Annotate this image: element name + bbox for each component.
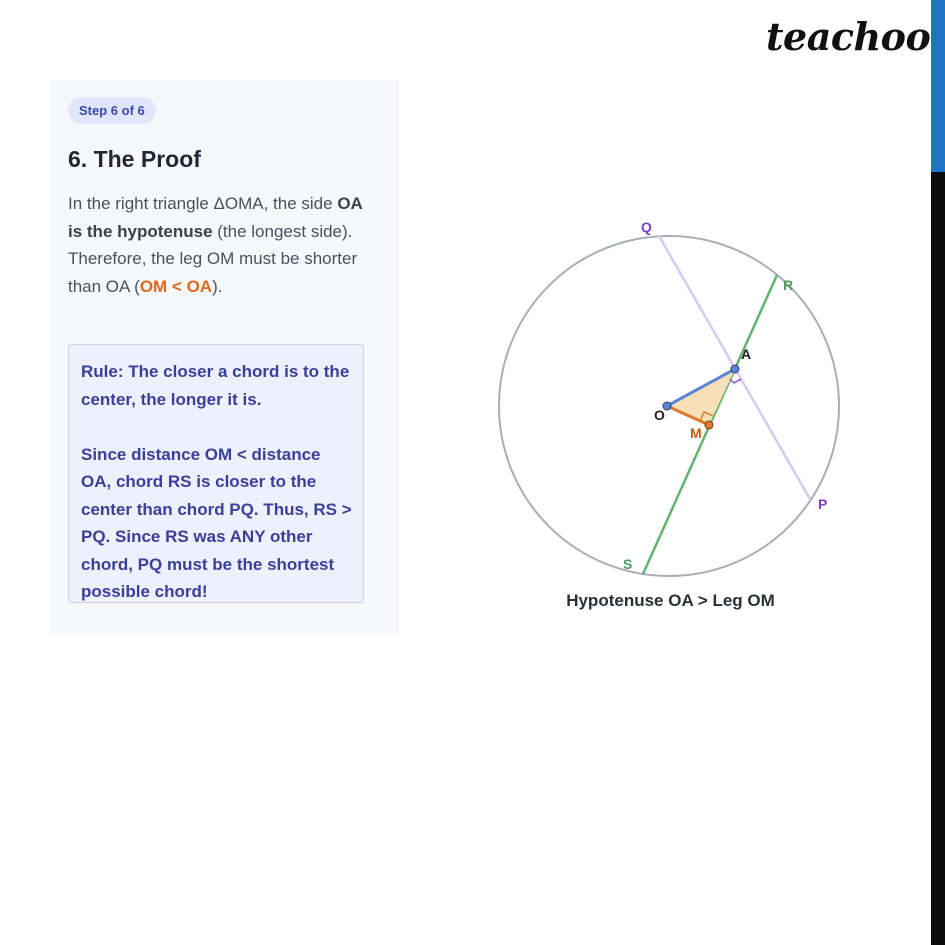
proof-panel: [49, 80, 398, 633]
right-angle-mark-a: [730, 379, 741, 383]
chord-diagram: [433, 185, 908, 635]
body-text-part1: In the right triangle ΔOMA, the side: [68, 194, 338, 213]
label-s: S: [623, 556, 633, 572]
body-text-part2: (the longest side). Therefore, the leg OM must be shorter than OA (: [68, 221, 358, 296]
label-o: O: [654, 407, 665, 423]
body-highlight-inequality: OM < OA: [139, 276, 213, 296]
scrollbar-thumb[interactable]: [931, 0, 945, 172]
label-a: A: [741, 346, 752, 362]
body-text-part3: ).: [212, 276, 223, 296]
body-bold-hypotenuse: OA is the hypotenuse: [68, 194, 363, 241]
diagram-svg: [433, 185, 908, 585]
step-badge: Step 6 of 6: [68, 97, 156, 124]
triangle-oma: [667, 369, 735, 425]
point-m: [705, 421, 713, 429]
panel-title: 6. The Proof: [68, 146, 201, 172]
label-r: R: [783, 277, 794, 293]
label-m: M: [690, 425, 702, 441]
label-p: P: [818, 496, 828, 512]
diagram-caption: Hypotenuse OA > Leg OM: [566, 591, 775, 610]
proof-paragraph: [68, 190, 378, 300]
label-q: Q: [641, 219, 652, 235]
rule-box: [68, 344, 364, 603]
teachoo-logo: teachoo: [766, 14, 931, 59]
rule-text: Rule: The closer a chord is to the center, the longer it is.: [81, 362, 350, 409]
point-a: [731, 365, 739, 373]
rule-explanation: Since distance OM < distance OA, chord RS is closer to the center than chord PQ. Thus, RS > PQ. Since RS was ANY other chord, PQ must be the shortest possible chord!: [81, 444, 352, 601]
